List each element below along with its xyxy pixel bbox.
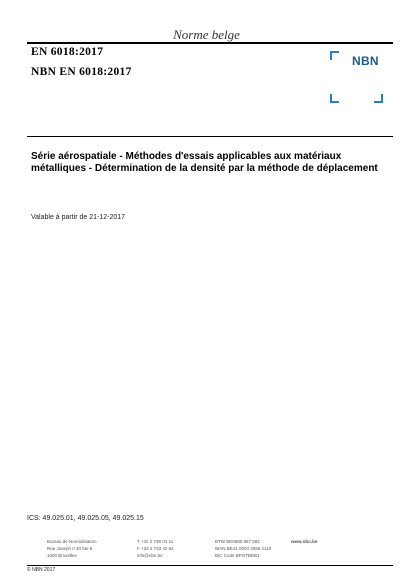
ics-codes: ICS: 49.025.01, 49.025.05, 49.025.15 — [27, 515, 144, 522]
norme-label: Norme belge — [173, 27, 240, 42]
logo-corner-icon — [330, 94, 339, 103]
logo-corner-icon — [330, 51, 339, 60]
logo-corner-icon — [374, 94, 383, 103]
footer-line: 1000 Bruxelles — [47, 553, 77, 558]
top-rule — [27, 42, 393, 44]
nbn-logo — [330, 51, 383, 103]
footer-line: IBAN BE41 0003 2556 2110 — [215, 546, 272, 551]
footer-address — [47, 538, 97, 559]
logo-text: NBN — [352, 54, 379, 68]
footer-line: F +32 2 733 42 64 — [137, 546, 174, 551]
footer-bank — [215, 538, 271, 559]
validity-date: Valable à partir de 21-12-2017 — [31, 214, 126, 221]
footer-line: T +32 2 738 01 11 — [137, 539, 174, 544]
footer-line: Rue Joseph II 40 bte 6 — [47, 546, 93, 551]
document-title: Série aérospatiale - Méthodes d'essais applicables aux matériaux métalliques - Détermination de la densité par la méthode de déplacement — [31, 151, 378, 174]
footer-website-link[interactable]: www.nbn.be — [291, 539, 318, 544]
copyright: © NBN 2017 — [27, 567, 56, 573]
footer-contact — [137, 538, 174, 559]
footer-email-link[interactable]: info@nbn.be — [137, 553, 163, 558]
standard-en: EN 6018:2017 — [31, 46, 104, 58]
footer-web — [291, 538, 317, 545]
standard-nbn: NBN EN 6018:2017 — [31, 66, 132, 78]
footer-line: BIC Code BPOTBEB1 — [215, 553, 260, 558]
footer-line: Bureau de Normalisation — [47, 539, 97, 544]
bottom-rule — [27, 565, 393, 566]
footer-line: BTW BE0880 857 592 — [215, 539, 260, 544]
middle-rule — [27, 136, 393, 137]
